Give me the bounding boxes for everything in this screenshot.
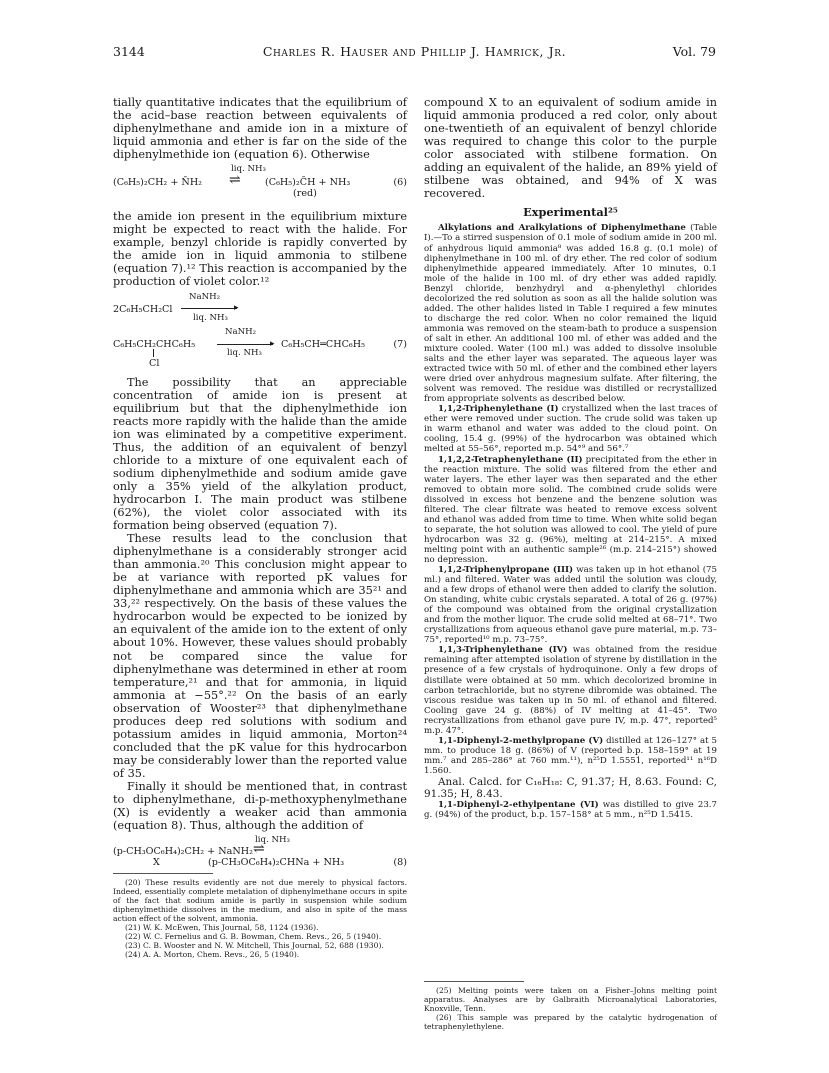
eq8-compound-label: X: [153, 857, 160, 869]
eq7a-reagent: NaNH₂: [189, 291, 221, 302]
compound-title: 1,1,2,2-Tetraphenylethane (II): [438, 454, 583, 465]
procedure-compound-ii: [424, 455, 717, 566]
left-column: [113, 96, 407, 959]
running-title: Charles R. Hauser and Phillip J. Hamrick, Jr.: [262, 44, 567, 59]
procedure-compound-v: [424, 736, 717, 776]
procedure-text: distilled at 126–127° at 5 mm. to produce 18 g. (86%) of V (reported b.p. 158–159° at 19 mm.⁷ and 285–286° at 760 mm.¹¹), n²⁵D 1.5551, reported¹¹ n¹⁶D 1.560.: [424, 735, 717, 776]
compound-title: 1,1-Diphenyl-2-ethylpentane (VI): [438, 800, 599, 810]
footnote: (20) These results evidently are not due merely to physical factors. Indeed, essentially complete metalation of diphenylmethane occurs in spite of the fact that sodium amide is partly in suspension while sodium diphenylmethide dissolves in the medium, and also in spite of the mass action effect of the solvent, ammonia.: [113, 878, 407, 924]
eq6-number: (6): [393, 177, 407, 189]
footnote: (25) Melting points were taken on a Fisher–Johns melting point apparatus. Analyses are by Galbraith Microanalytical Laboratories, Knoxville, Tenn.: [424, 986, 717, 1013]
bond-line: [153, 349, 154, 357]
procedure-title: Alkylations and Aralkylations of Diphenylmethane: [438, 223, 686, 234]
footnote-divider: [424, 981, 524, 982]
reaction-arrow: [217, 344, 273, 345]
procedure-text: (Table I).—To a stirred suspension of 0.1 mole of sodium amide in 200 ml. of anhydrous liquid ammonia⁸ was added 16.8 g. (0.1 mole) of diphenylmethane in 100 ml. of dry ether. The red color of sodium diphenylmethide appeared immediately. After 10 minutes, 0.1 mole of the halide in 100 ml. of dry ether was added rapidly. Benzyl chloride, benzhydryl and α-phenylethyl chlorides decolorized the red solution as soon as all the halide solution was added. The other halides listed in Table I required a few minutes to discharge the red color. When no color remained the liquid ammonia was removed on the steam-bath to produce a suspension of salt in ether. An additional 100 ml. of ether was added and the mixture cooled. Water (100 ml.) was added to dissolve insoluble salts and the ether layer was separated. The aqueous layer was extracted twice with 50 ml. of ether and the combined ether layers were dried over anhydrous magnesium sulfate. After filtering, the solvent was removed. The residue was distilled or recrystallized from appropriate solvents as described below.: [424, 223, 718, 405]
paragraph: The possibility that an appreciable concentration of amide ion is present at equilibrium but that the diphenylmethide ion reacts more rapidly with the halide than the amide ion was eliminated by a competitive experiment. Thus, the addition of an equivalent of benzyl chloride to a mixture of one equivalent each of sodium diphenylmethide and sodium amide gave only a 35% yield of the alkylation product, hydrocarbon I. The main product was stilbene (62%), the violet color associated with its formation being observed (equation 7).: [113, 375, 407, 533]
paragraph: tially quantitative indicates that the equilibrium of the acid–base reaction between equivalents of diphenylmethane and amide ion in a mixture of liquid ammonia and ether is far on the side of the diphenylmethide ion (equation 6). Otherwise: [113, 96, 407, 162]
compound-title: 1,1-Diphenyl-2-methylpropane (V): [438, 735, 604, 746]
procedure-text: was obtained from the residue remaining after attempted isolation of styrene by distillation in the presence of a few crystals of hydroquinone. Only a few drops of distillate were obtained at 50 mm. which decolorized bromine in carbon tetrachloride, but no styrene dibromide was obtained. The viscous residue was taken up in 50 ml. of ethanol and filtered. Cooling gave 24 g. (88%) of IV melting at 41–45°. Two recrystallizations from ethanol gave pure IV, m.p. 47°, reported⁵ m.p. 47°.: [424, 645, 717, 736]
page-number: 3144: [113, 44, 145, 59]
experimental-body: [424, 223, 717, 820]
eq7b-right: C₆H₅CH═CHC₆H₅: [281, 338, 365, 350]
equation-6: [113, 164, 407, 204]
page-header: [113, 44, 716, 62]
footnote: (26) This sample was prepared by the catalytic hydrogenation of tetraphenylethylene.: [424, 1013, 717, 1031]
eq8-right: (p-CH₃OC₆H₄)₂CHNa + NH₃: [208, 857, 345, 869]
procedure-text: was distilled to give 23.7 g. (94%) of the product, b.p. 157–158° at 5 mm., n²⁵D 1.5415.: [424, 800, 717, 821]
analysis-line: Anal. Calcd. for C₁₆H₁₈: C, 91.37; H, 8.63. Found: C, 91.35; H, 8.43.: [424, 776, 717, 800]
eq7b-chloro: Cl: [149, 357, 160, 369]
eq6-sub: (red): [293, 188, 317, 200]
eq8-number: (8): [393, 857, 407, 869]
eq7a-left: 2C₆H₅CH₂Cl: [113, 303, 173, 315]
footnote-divider: [113, 873, 213, 874]
procedure-text: crystallized when the last traces of ether were removed under suction. The crude solid was taken up in warm ethanol and water was added to the cloud point. On cooling, 15.4 g. (99%) of the hydrocarbon was obtained which melted at 55–56°, reported m.p. 54°⁹ and 56°.⁷: [424, 404, 717, 455]
reaction-arrow: [181, 308, 237, 309]
eq6-right: (C₆H₅)₂C̄H + NH₃: [265, 177, 351, 189]
compound-title: 1,1,2-Triphenylpropane (III): [438, 565, 574, 576]
eq6-left: (C₆H₅)₂CH₂ + N̄H₂: [113, 177, 203, 189]
eq8-reagent: liq. NH₃: [255, 835, 290, 846]
footnote: (22) W. C. Fernelius and G. B. Bowman, Chem. Revs., 26, 5 (1940).: [125, 932, 382, 942]
compound-title: 1,1,2-Triphenylethane (I): [438, 404, 559, 415]
procedure-compound-vi: [424, 800, 717, 820]
procedure-compound-iv: [424, 645, 717, 735]
compound-title: 1,1,3-Triphenylethane (IV): [438, 645, 568, 656]
eq8-left: (p-CH₃OC₆H₄)₂CH₂ + NaNH₂: [113, 846, 253, 858]
equation-7: [113, 292, 407, 370]
procedure-compound-i: [424, 404, 717, 454]
eq6-reagent: liq. NH₃: [231, 164, 266, 175]
eq7-number: (7): [393, 338, 407, 350]
paragraph: Finally it should be mentioned that, in contrast to diphenylmethane, di-p-methoxyphenylmethane (X) is evidently a weaker acid than ammonia (equation 8). Thus, although the addition of: [113, 779, 407, 833]
procedure-compound-iii: [424, 565, 717, 645]
paragraph: compound X to an equivalent of sodium amide in liquid ammonia produced a red color, only about one-twentieth of an equivalent of benzyl chloride was required to change this color to the purple color associated with stilbene formation. On adding an equivalent of the halide, an 89% yield of stilbene was obtained, and 94% of X was recovered.: [424, 96, 717, 201]
paragraph: These results lead to the conclusion that diphenylmethane is a considerably stronger acid than ammonia.²⁰ This conclusion might appear to be at variance with reported pK values for diphenylmethane and ammonia which are 35²¹ and 33,²² respectively. On the basis of these values the hydrocarbon would be expected to be ionized by an equivalent of the amide ion to the extent of only about 10%. However, these values should probably not be compared since the value for diphenylmethane was determined in ether at room temperature,²¹ and that for ammonia, in liquid ammonia at −55°.²² On the basis of an early observation of Wooster²³ that diphenylmethane produces deep red solutions with sodium and potassium amides in liquid ammonia, Morton²⁴ concluded that the pK value for this hydrocarbon may be considerably lower than the reported value of 35.: [113, 532, 407, 780]
eq7a-solvent: liq. NH₃: [193, 312, 228, 323]
volume-label: Vol. 79: [672, 44, 716, 59]
footnote: (24) A. A. Morton, Chem. Revs., 26, 5 (1940).: [125, 950, 300, 960]
equilibrium-arrow: ⇌: [253, 841, 265, 858]
eq7b-solvent: liq. NH₃: [227, 347, 262, 358]
footnote: (21) W. K. McEwen, This Journal, 58, 1124 (1936).: [125, 923, 319, 933]
footnotes-left: [113, 878, 407, 959]
procedure-text: was taken up in hot ethanol (75 ml.) and filtered. Water was added until the solution was cloudy, and a few drops of ethanol were then added to clarify the solution. On standing, white cubic crystals separated. A total of 26 g. (97%) of the compound was obtained from the original crystallization and from the mother liquor. The crude solid melted at 68–71°. Two crystallizations from aqueous ethanol gave pure material, m.p. 73–75°, reported¹⁰ m.p. 73–75°.: [424, 565, 717, 646]
equation-8: [113, 835, 407, 869]
procedure-general: [424, 223, 717, 404]
arrow-head-icon: ▸: [234, 302, 239, 313]
footnote: (23) C. B. Wooster and N. W. Mitchell, This Journal, 52, 688 (1930).: [125, 941, 384, 951]
equilibrium-arrow: ⇌: [229, 172, 241, 189]
right-column: [424, 96, 717, 820]
eq7b-left: C₆H₅CH₂CHC₆H₅: [113, 338, 196, 350]
section-heading: Experimental²⁵: [523, 205, 618, 220]
footnotes-right: [424, 981, 717, 1031]
paragraph: the amide ion present in the equilibrium mixture might be expected to react with the halide. For example, benzyl chloride is rapidly converted by the amide ion in liquid ammonia to stilbene (equation 7).¹² This reaction is accompanied by the production of violet color.¹²: [113, 210, 407, 289]
arrow-head-icon: ▸: [270, 338, 275, 349]
procedure-text: precipitated from the ether in the reaction mixture. The solid was filtered from the ether and water layers. The ether layer was then separated and the ether removed to obtain more solid. The combined crude solids were dissolved in excess hot benzene and the benzene solution was filtered. The clear filtrate was heated to remove excess solvent and ethanol was added from time to time. When white solid began to separate, the hot solution was allowed to cool. The yield of pure hydrocarbon was 32 g. (96%), melting at 214–215°. A mixed melting point with an authentic sample²⁶ (m.p. 214–215°) showed no depression.: [424, 454, 717, 565]
eq7b-reagent: NaNH₂: [225, 326, 257, 337]
